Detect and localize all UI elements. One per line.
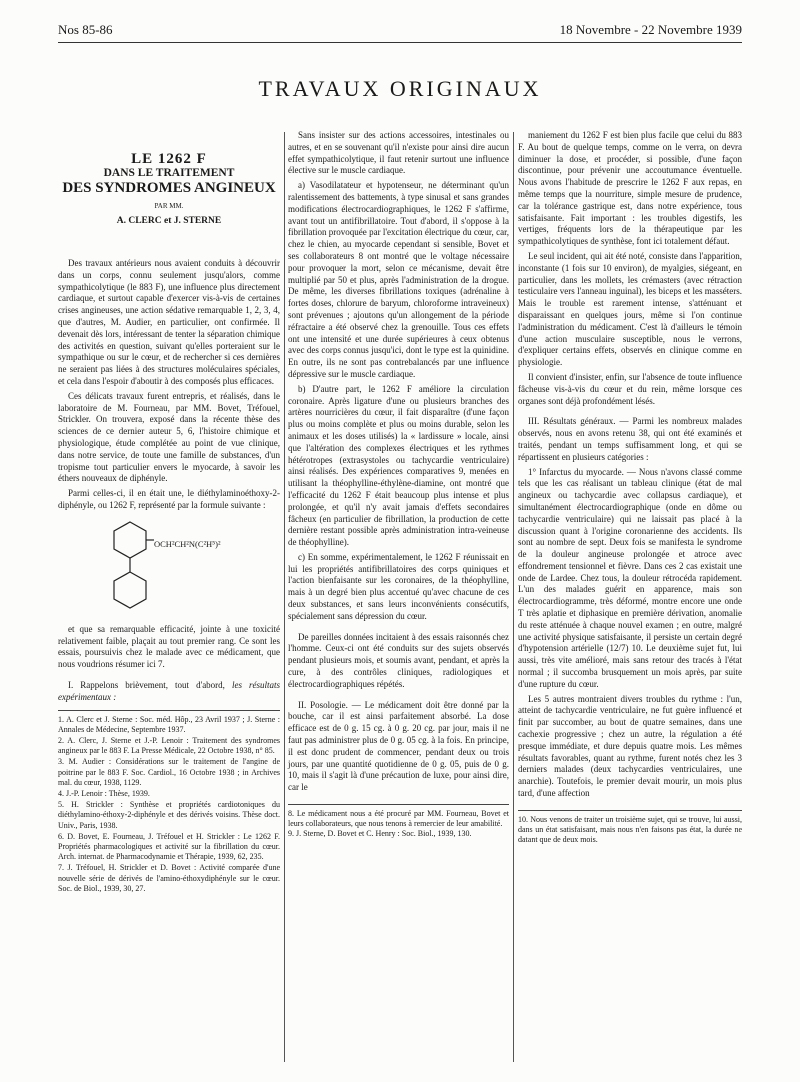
article-title-line3: DES SYNDROMES ANGINEUX — [62, 179, 276, 196]
header-rule — [58, 42, 742, 43]
column-2 — [288, 130, 509, 840]
footnote: 8. Le médicament nous a été procuré par MM. Fourneau, Bovet et leurs collaborateurs, que nous tenons à remercier de leur amabilité. — [288, 809, 509, 829]
byline-par: PAR MM. — [154, 202, 184, 211]
page-header — [58, 18, 742, 38]
paragraph — [58, 680, 280, 704]
footnote: 4. J.-P. Lenoir : Thèse, 1939. — [58, 788, 150, 798]
paragraph-italic: les résultats expérimentaux : — [58, 679, 280, 702]
diphenyl-structure-diagram — [100, 518, 160, 618]
paragraph: Parmi celles-ci, il en était une, le diéthylaminoéthoxy-2-diphényle, ou 1262 F, représenté par la formule suivante : — [58, 488, 280, 510]
paragraph: Ces délicats travaux furent entrepris, et réalisés, dans le laboratoire de M. Fourneau, par MM. Bovet, Tréfouel, Strickler. On trouvera, exposé dans la récente thèse des sciences de ce dernier auteur 5, 6, l'histoire chimique et physiologique, étude complétée au point de vue clinique, dans notre service, de toute une famille de substances, d'un tropisme tout particulier envers le myocarde, à savoir les éthers nouveaux de diphényle. — [58, 390, 280, 484]
footnotes — [58, 710, 280, 894]
paragraph: Le seul incident, qui ait été noté, consiste dans l'apparition, inconstante (1 fois sur 10 environ), de myalgies, siégeant, en particulier, dans les mollets, les crémasters (avec rétraction testiculaire vers l'anneau inguinal), les biceps et les masséters. Mais le trouble est rarement intense, s'atténuant et disparaissant en quelques jours, même si l'on continue l'administration du médicament. C'est là d'ailleurs le témoin d'une action musculaire susceptible, nous le verrons, d'expliquer certains effets, observés en clinique comme en physiologie. — [518, 250, 742, 368]
chemical-formula — [58, 518, 280, 618]
footnotes — [518, 810, 742, 846]
paragraph: maniement du 1262 F est bien plus facile que celui du 883 F. Au bout de quelque temps, comme on le verra, on devra diminuer la dose, et procéder, si possible, d'une façon discontinue, pour prévenir une accoutumance éventuelle. Nous avons l'habitude de prescrire le 1262 F aux repas, en même temps que la nourriture, simple mesure de prudence, car la tolérance gastrique est, dans notre expérience, tous satisfaisante. Fait important : les troubles digestifs, les vertiges, fréquents lors de la thérapeutique par les sympathicolytiques de synthèse, font ici totalement défaut. — [518, 130, 742, 247]
column-divider — [513, 132, 514, 1062]
article-title-line1: LE 1262 F — [131, 151, 207, 167]
issue-date: 18 Novembre - 22 Novembre 1939 — [559, 22, 742, 37]
section-title: TRAVAUX ORIGINAUX — [258, 76, 542, 101]
article-title-block — [58, 151, 280, 228]
footnote: 6. D. Bovet, E. Fourneau, J. Tréfouel et H. Strickler : Le 1262 F. Propriétés pharmacologiques et activité sur la fibrillation du cœur. Arch. internat. de Pharmacodynamie et Thérapie, 1939, 62, 235. — [58, 831, 280, 862]
paragraph: Des travaux antérieurs nous avaient conduits à découvrir dans un corps, connu seulement jusqu'alors, comme sympathicolytique (le 883 F), une influence plus directement cardiaque, et surtout capable d'exercer vis-à-vis de certaines crises angineuses, une action sédative remarquable 1, 2, 3, 4, que d'autres, M. Audier, en particulier, ont confirmée. Il devenait dès lors, intéressant de tenter la séparation chimique des activités en question, suivant qu'elles porteraient sur le sympathique ou sur le cœur, et de rechercher si ces dernières ne seraient pas liées à des structures moléculaires spéciales, et cela dans l'espoir d'aboutir à des composés plus efficaces. — [58, 257, 280, 386]
footnote: 7. J. Tréfouel, H. Strickler et D. Bovet : Activité comparée d'une nouvelle série de dérivés de l'amino-éthoxydiphényle sur le cœur. Soc. de Biol., 1939, 30, 27. — [58, 863, 280, 893]
column-3 — [518, 130, 742, 845]
article-authors: A. CLERC et J. STERNE — [116, 216, 222, 227]
footnote: 10. Nous venons de traiter un troisième sujet, qui se trouve, lui aussi, dans un état satisfaisant, mais nous n'en faisons pas état, la durée ne datant que de deux mois. — [518, 814, 742, 845]
footnote: 9. J. Sterne, D. Bovet et C. Henry : Soc. Biol., 1939, 130. — [288, 829, 472, 839]
paragraph: III. Résultats généraux. — Parmi les nombreux malades observés, nous en avons retenu 38, qui ont été examinés et traités, pendant un temps suffisamment long, et qui se répartissent en plusieurs catégories : — [518, 416, 742, 462]
paragraph: a) Vasodilatateur et hypotenseur, ne déterminant qu'un ralentissement des battements, à type sinusal et sans grandes modifications électrocardiographiques, le 1262 F s'affirme, avant tout un antifibrillatoire. Tout d'abord, il s'oppose à la fibrillation provoquée par l'excitation électrique du cœur, car, chez le chien, au myocarde cependant si sensible, Bovet et ses collaborateurs 8 ont montré que le voltage nécessaire pour provoquer la mort, selon ce mécanisme, devait être multiplié par 50 et plus, après l'administration de la drogue. De même, les diverses fibrillations toxiques (adrénaline à fortes doses, chlorure de baryum, chloroforme intraveineux) sont prévenues ; ajoutons qu'un allongement de la période réfractaire a été observé chez la grenouille. Tous ces effets ont une intensité et une durée supérieures à ceux obtenus avec des corps connus jusqu'ici, dont le type est la quinidine. En outre, ils ne sont pas contrebalancés par une influence dépressive sur le muscle cardiaque. — [288, 180, 509, 379]
footnote: 5. H. Strickler : Synthèse et propriétés cardiotoniques du diéthylamino-éthoxy-2-diphényle et des dérivés voisins. Thèse doct. Univ., Paris, 1938. — [58, 800, 280, 830]
footnote: 1. A. Clerc et J. Sterne : Soc. méd. Hôp., 23 Avril 1937 ; J. Sterne : Annales de Médecine, Septembre 1937. — [58, 714, 280, 734]
paragraph: c) En somme, expérimentalement, le 1262 F réunissait en lui les propriétés antifibrillatoires des corps quiniques et l'action bienfaisante sur les coronaires, de la théophylline, mais à un degré bien plus accentué qu'avec chacune de ces deux substances, et sans leurs inconvénients consécutifs, spécialement sans dépression du cœur. — [288, 551, 509, 621]
paragraph: II. Posologie. — Le médicament doit être donné par la bouche, car il est ainsi parfaitement absorbé. La dose efficace est de 0 g. 15 cg. à 0 g. 20 cg. par jour, mais il ne faut pas administrer plus de 0 g. 05 cg. à la fois. En principe, il est donc prudent de commencer, pendant deux ou trois jours, par une quantité quotidienne de 0 g. 05, puis de 0 g. 10, mais il s'agit là d'une précaution de luxe, pour ainsi dire, car le — [288, 699, 509, 793]
footnotes — [288, 804, 509, 840]
column-divider — [284, 132, 285, 1062]
paragraph: Les 5 autres montraient divers troubles du rythme : l'un, atteint de tachycardie ventriculaire, ne fut guère influencé et finit par succomber, au bout de quatre semaines, dans une cachexie progressive ; chez un autre, la régulation a été presque immédiate, et dure depuis quatre mois. Les mêmes résultats favorables, quant au rythme, furent notés chez les 3 derniers malades (deux tachycardies ventriculaires, une anarchie). Toutefois, le premier devait mourir, un mois plus tard, d'une affection — [518, 693, 742, 799]
paragraph: 1° Infarctus du myocarde. — Nous n'avons classé comme tels que les cas réalisant un tableau clinique (état de mal angineux ou tachycardie avec collapsus cardiaque), et simultanément électrocardiographique (onde en dôme ou tachycardie ventriculaire) qui ne laissait pas placé à la discussion quant à l'origine coronarienne des accidents. Ils sont au nombre de sept. Deux fois se manifesta le syndrome de la douleur angineuse prolongée et atroce avec effondrement tensionnel et fièvre. Dans ces 2 cas existait une onde de Lardee. Chez tous, la douleur rétrocéda rapidement. L'un des malades guérit en apparence, mais son électrocardiogramme, très déformé, montre encore une onde T très aplatie et diphasique en première dérivation, anomalie du reste atténuée à chaque nouvel examen ; en outre, malgré une activité physique satisfaisante, il persiste un certain degré d'hypotension artérielle (12/7) 10. Le deuxième sujet fut, lui aussi, très vite amélioré, mais sans retour des tracés à l'état normal ; il succomba brusquement un mois après, par suite d'une rupture du cœur. — [518, 466, 742, 689]
column-1 — [58, 130, 280, 895]
paragraph: Il convient d'insister, enfin, sur l'absence de toute influence fâcheuse vis-à-vis du cœur et du rein, même lorsque ces organes sont déjà profondément lésés. — [518, 371, 742, 406]
footnote: 2. A. Clerc, J. Sterne et J.-P. Lenoir : Traitement des syndromes angineux par le 883 F. La Presse Médicale, 22 Octobre 1938, n° 85. — [58, 735, 280, 756]
article-title-line2: DANS LE TRAITEMENT — [103, 166, 235, 179]
formula-substituent: OCH²CH²N(C²H⁵)² — [154, 538, 221, 549]
footnote: 3. M. Audier : Considérations sur le traitement de l'angine de poitrine par le 883 F. Soc. Cardiol., 16 Octobre 1938 ; in Archives mal. du cœur, 1938, 1129. — [58, 757, 280, 787]
issue-number: Nos 85-86 — [58, 22, 113, 37]
paragraph: et que sa remarquable efficacité, jointe à une toxicité relativement faible, plaçait au tout premier rang. Ce sont les essais, poursuivis chez le malade avec ce médicament, que nous voudrions résumer ici 7. — [58, 623, 280, 670]
paragraph-lead: I. Rappelons brièvement, tout d'abord, — [68, 679, 232, 690]
paragraph: De pareilles données incitaient à des essais raisonnés chez l'homme. Ceux-ci ont été conduits sur des sujets observés pendant plusieurs mois, et soumis avant, pendant, et après la cure, à des contrôles cliniques, radiologiques et électrocardiographiques répétés. — [288, 631, 509, 689]
paragraph: Sans insister sur des actions accessoires, intestinales ou autres, et en se souvenant qu'il n'existe pour ainsi dire aucun effet sympathicolytique, il faut retenir surtout une influence élective sur le muscle cardiaque. — [288, 130, 509, 176]
paragraph: b) D'autre part, le 1262 F améliore la circulation coronaire. Après ligature d'une ou plusieurs branches des artères nourricières du cœur, il fait disparaître (d'une façon plus ou moins complète et plus ou moins durable, selon les animaux et les doses utilisés) la « lardissure » locale, ainsi que l'altération des complexes électriques et les rythmes hétérotropes (extrasystoles ou tachycardie ventriculaire) ainsi réalisés. Des expériences comparatives 9, menées en utilisant la théophylline-éthylène-diamine, ont montré que l'efficacité du 1262 F était beaucoup plus intense et plus prolongée, et qu'il n'y avait jamais d'effets secondaires fâcheux (en particulier de fibrillation, la production de cette dernière restant possible après administration intra-veineuse de théophylline). — [288, 383, 509, 548]
